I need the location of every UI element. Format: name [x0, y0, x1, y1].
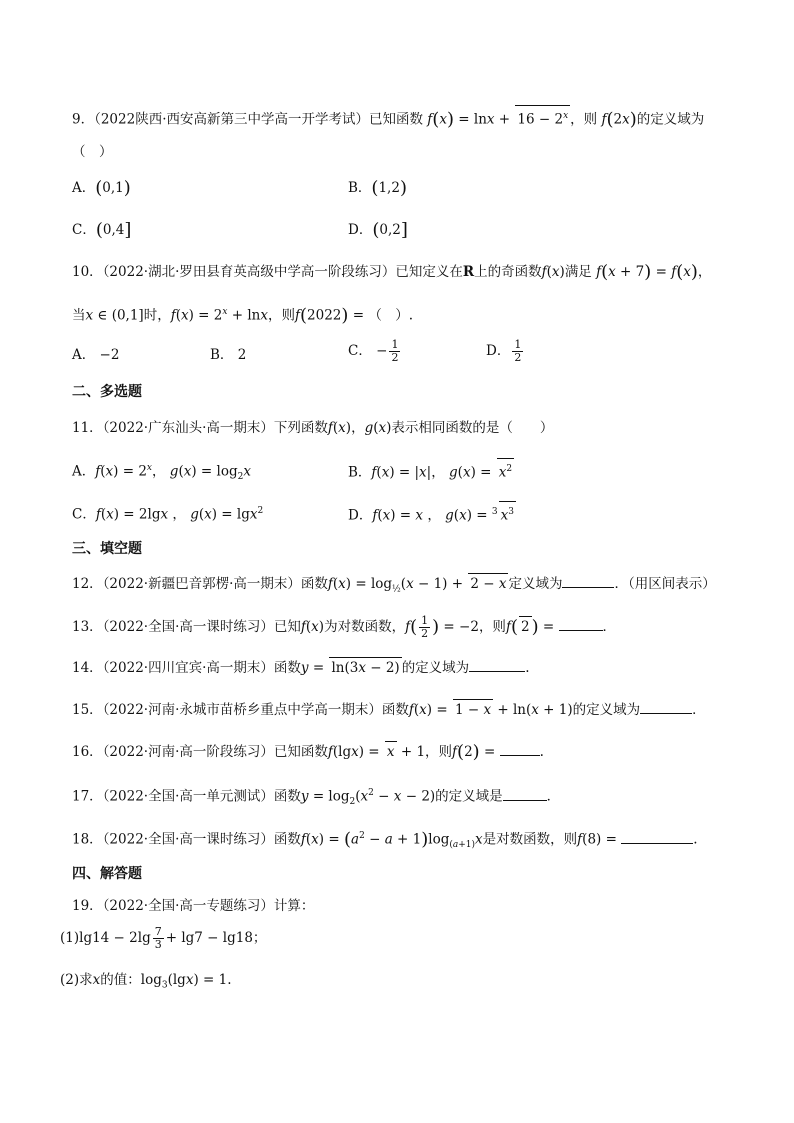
section-heading-fill-in: 三、填空题 — [72, 541, 142, 557]
q15-stem: 15．（2022·河南·永城市苗桥乡重点中学高一期末）函数f(x) = 1 − x + ln(x + 1)的定义域为 ． — [72, 699, 706, 720]
q11-option-a[interactable]: A．$f(x) = 2^x$， $g(x) = \log_2x$ — [72, 463, 251, 483]
q10-option-d[interactable]: D． $\frac{1}{2}$ — [486, 338, 522, 364]
q9-option-c[interactable]: C．(0,4] — [72, 219, 132, 241]
q14-stem: 14．（2022·四川宜宾·高一期末）函数y = ln(3x − 2) 的定义域为 . — [72, 657, 529, 678]
q16-stem: 16．（2022·河南·高一阶段练习）已知函数f(lgx) = x + 1，则f(2) = . — [72, 741, 544, 763]
q11-option-b[interactable]: B．f(x) = |x|， $g(x) = x^2$ — [348, 458, 514, 483]
q10-stem-line2: 当x ∈ (0,1]时，$f(x) = 2^x + \ln x$，则f(2022) = （ ）. — [72, 305, 414, 326]
q19-part1: (1)lg14 − 2lg $\frac{7}{3}$ + lg7 − lg18； — [60, 925, 267, 951]
q11-option-d[interactable]: D．f(x) = x ， g(x) = $^3$ $x^3$ — [348, 501, 516, 526]
q9-option-b[interactable]: B．(1,2) — [348, 177, 407, 199]
q9-option-a[interactable]: A．(0,1) — [72, 177, 131, 199]
q18-stem: 18．（2022·全国·高一课时练习）函数$f(x) = (a^2 - a + 1)\log_{(a+1)}x$是对数函数，则f(8) = . — [72, 829, 698, 851]
q16-answer-blank[interactable] — [500, 741, 540, 756]
q17-answer-blank[interactable] — [503, 786, 547, 801]
q19-stem: 19．（2022·全国·高一专题练习）计算： — [72, 898, 315, 914]
q12-answer-blank[interactable] — [562, 573, 614, 588]
q18-answer-blank[interactable] — [621, 829, 693, 844]
q17-stem: 17．（2022·全国·高一单元测试）函数$y = \log_2(x^2 - x - 2)$的定义域是 ． — [72, 783, 560, 812]
q10-stem: 10．（2022·湖北·罗田县育英高级中学高一阶段练习）已知定义在R上的奇函数f(x)满足 f(x + 7) = f(x)， — [72, 261, 712, 283]
q13-answer-blank[interactable] — [559, 616, 603, 631]
q14-answer-blank[interactable] — [469, 657, 525, 672]
q11-option-c[interactable]: C．f(x) = 2lgx ， g(x) = lgx$^2$ — [72, 506, 264, 523]
q10-option-c[interactable]: C． − $\frac{1}{2}$ — [348, 338, 399, 364]
section-heading-answer: 四、解答题 — [72, 866, 142, 882]
q11-stem: 11．（2022·广东汕头·高一期末）下列函数f(x)，g(x)表示相同函数的是（ ） — [72, 420, 554, 436]
section-heading-multiple-choice: 二、多选题 — [72, 384, 142, 400]
q9-stem: 9．（2022陕西·西安高新第三中学高一开学考试）已知函数 $f(x) = \ln x + 16 - 2^x$ ，则 f(2x)的定义域为 — [72, 105, 704, 130]
q9-option-d[interactable]: D．(0,2] — [348, 219, 408, 241]
q15-answer-blank[interactable] — [640, 699, 692, 714]
q9-paren: （ ） — [72, 144, 113, 160]
q10-option-b[interactable]: B． 2 — [210, 347, 247, 363]
q19-part2: (2)求x的值：$\log_3(\lg x) = 1$. — [60, 972, 232, 991]
q12-stem: 12．（2022·新疆巴音郭楞·高一期末）函数$f(x) = \log_{\frac{1}{2}}(x - 1) + 2 - x$ 定义域为 ．（用区间表示） — [72, 573, 716, 600]
q10-option-a[interactable]: A． −2 — [72, 347, 120, 363]
q13-stem: 13．（2022·全国·高一课时练习）已知f(x)为对数函数，f( $\frac{1}{2}$ ) = −2，则f( 2 ) = ． — [72, 614, 616, 640]
